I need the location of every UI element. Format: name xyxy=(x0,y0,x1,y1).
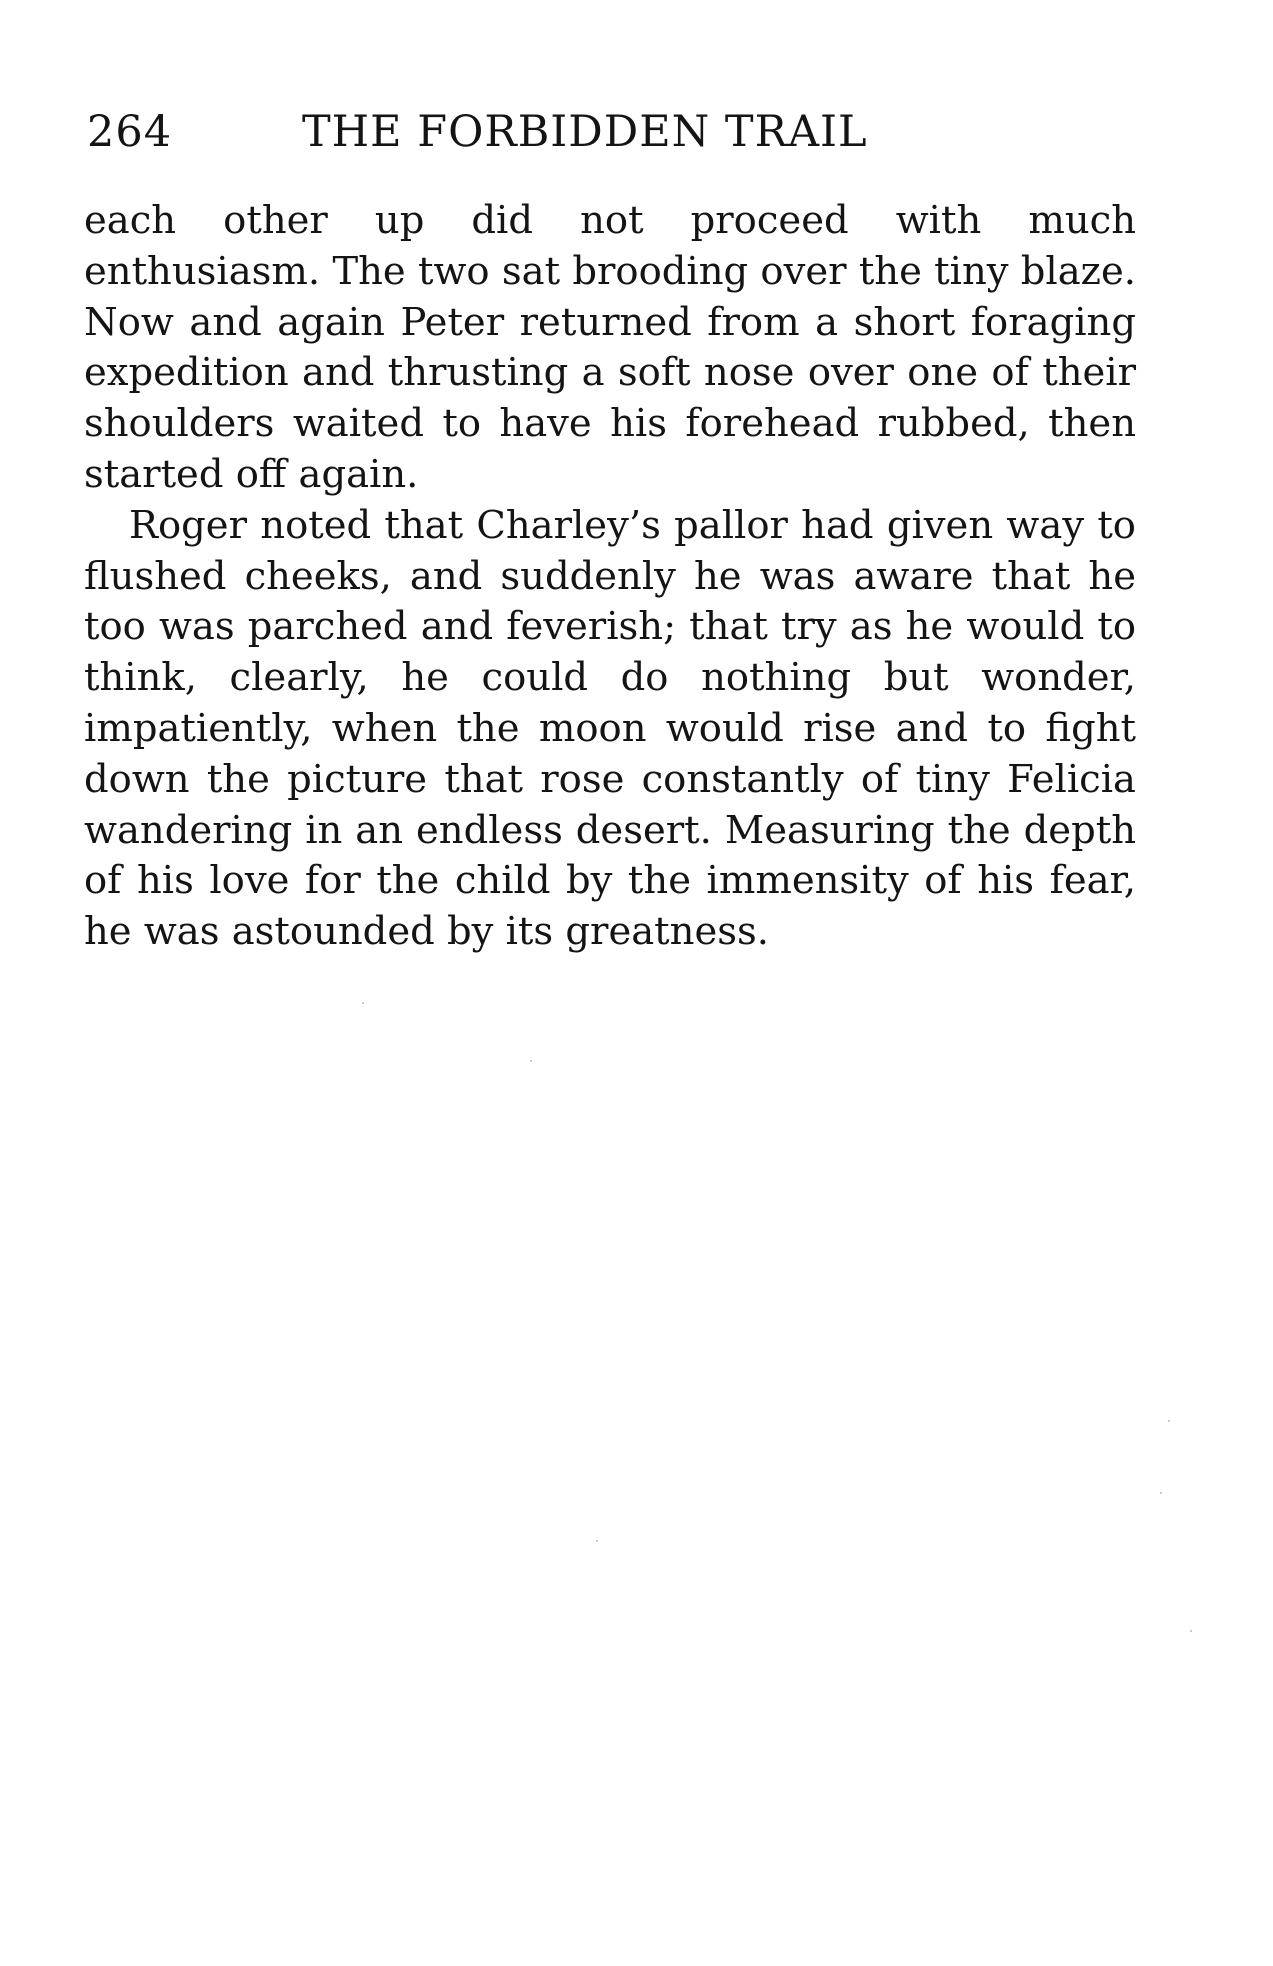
page-number: 264 xyxy=(87,107,173,157)
scan-speck xyxy=(1160,1492,1162,1494)
paragraph-continued: each other up did not proceed with much enthusiasm. The two sat brooding over the tiny blaze. Now and again Peter returned from a short foraging expedition and thrusting a soft nose over one of their shoulders waited to have his forehead rubbed, then started off again. xyxy=(84,198,1136,497)
running-title: THE FORBIDDEN TRAIL xyxy=(302,107,868,157)
running-head xyxy=(87,104,1137,160)
scan-speck xyxy=(1168,1420,1170,1422)
paragraph: Roger noted that Charley’s pallor had given way to flushed cheeks, and suddenly he was aware that he too was parched and feverish; that try as he would to think, clearly, he could do nothing but wonder, impatiently, when the moon would rise and to fight down the picture that rose constantly of tiny Felicia wandering in an endless desert. Measuring the depth of his love for the child by the immensity of his fear, he was astounded by its greatness. xyxy=(84,502,1136,955)
scan-speck xyxy=(1190,1630,1192,1632)
scan-speck xyxy=(530,1060,532,1062)
scan-speck xyxy=(596,1540,598,1542)
scan-speck xyxy=(362,1002,364,1004)
body-text xyxy=(84,196,1136,958)
